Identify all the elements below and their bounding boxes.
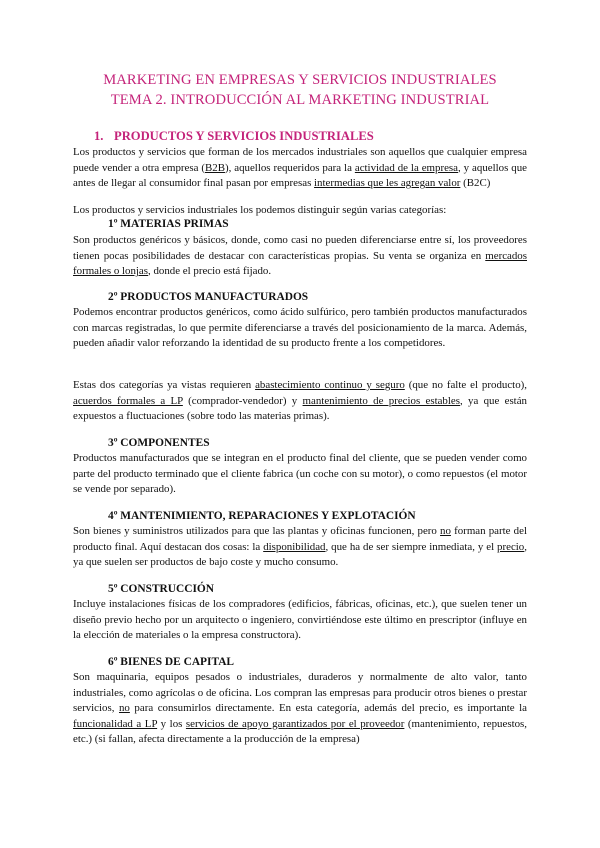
underlined-text: mantenimiento de precios estables: [302, 394, 460, 407]
text-run: para consumirlos directamente. En esta categoría, además del precio, es importante la: [129, 702, 527, 715]
text-run: Los productos y servicios que forman de los mercados industriales son aquellos que cualquier empresa puede vender a otra empresa (: [73, 146, 527, 174]
section-number: 1.: [94, 129, 104, 143]
section-intro-paragraph: [73, 145, 527, 192]
text-run: ), aquellos requeridos para la: [224, 161, 355, 174]
section-heading: [94, 129, 374, 144]
category-note-paragraph: [73, 378, 527, 425]
text-run: , donde el precio está fijado.: [148, 265, 272, 278]
category-paragraph: [73, 524, 527, 571]
text-run: , ya que están expuestos a fluctuaciones (sobre todo las materias primas).: [73, 394, 527, 423]
category-paragraph: Productos manufacturados que se integran en el producto final del cliente, que se pueden vender como parte del producto terminado que el cliente fabrica (un coche con su motor), o como repuestos (el motor se vende por separado).: [73, 452, 527, 496]
text-run: forman parte del producto final. Aquí destacan dos cosas: la: [73, 525, 527, 553]
category-heading: 4º MANTENIMIENTO, REPARACIONES Y EXPLOTACIÓN: [108, 510, 416, 522]
underlined-text: acuerdos formales a LP: [73, 394, 183, 407]
text-run: , que ha de ser siempre inmediata, y el: [325, 540, 498, 553]
text-run: (comprador-vendedor) y: [182, 394, 303, 407]
underlined-text: servicios de apoyo garantizados por el proveedor: [185, 717, 405, 730]
text-run: (B2C): [460, 177, 491, 190]
underlined-text: disponibilidad: [263, 540, 326, 553]
category-paragraph: Incluye instalaciones físicas de los compradores (edificios, fábricas, oficinas, etc.), que suelen tener un diseño previo hecho por un arquitecto o ingeniero, convirtiéndose este último en prescriptor (influye en la elección de materiales o la empresa constructora).: [73, 598, 527, 642]
section-title: PRODUCTOS Y SERVICIOS INDUSTRIALES: [114, 129, 374, 143]
underlined-text: B2B: [204, 161, 225, 174]
category-paragraph: [73, 233, 527, 280]
underlined-text: intermedias que les agregan valor: [314, 177, 461, 190]
section-intro-categories: Los productos y servicios industriales los podemos distinguir según varias categorías:: [73, 204, 447, 216]
text-run: (mantenimiento, repuestos, etc.) (si fallan, afecta directamente a la producción de la empresa): [73, 717, 528, 746]
text-run: y los: [157, 717, 186, 730]
text-run: (que no falte el producto),: [404, 379, 527, 391]
text-run: Son bienes y suministros utilizados para que las plantas y oficinas funcionen, pero: [73, 525, 441, 537]
document-title: MARKETING EN EMPRESAS Y SERVICIOS INDUSTRIALES: [103, 72, 497, 88]
category-heading: 5º CONSTRUCCIÓN: [108, 583, 214, 595]
text-run: Estas dos categorías ya vistas requieren: [73, 379, 256, 391]
document-subtitle: TEMA 2. INTRODUCCIÓN AL MARKETING INDUSTRIAL: [110, 92, 490, 108]
underlined-text: precio: [497, 540, 525, 553]
text-run: Son maquinaria, equipos pesados o industriales, duraderos y normalmente de alto valor, tanto industriales, como agrícolas o de oficina. Los compran las empresas para producir otros bienes o prestar servicios,: [73, 671, 527, 715]
category-paragraph: [73, 670, 527, 748]
category-heading: 2º PRODUCTOS MANUFACTURADOS: [108, 291, 309, 303]
text-run: , y aquellos que antes de llegar al consumidor final pasan por empresas: [73, 161, 527, 190]
category-heading: 6º BIENES DE CAPITAL: [108, 656, 235, 668]
category-heading: 3º COMPONENTES: [108, 437, 210, 449]
underlined-text: mercados formales o lonjas: [73, 249, 527, 278]
category-paragraph: Podemos encontrar productos genéricos, como ácido sulfúrico, pero también productos manufacturados con marcas registradas, lo que permite diferenciarse a través del posicionamiento de la marca. Además, pueden añadir valor reforzando la identidad de su producto frente a los competidores.: [73, 306, 527, 350]
text-run: Son productos genéricos y básicos, donde, como casi no pueden diferenciarse entre sí, los proveedores tienen pocas posibilidades de destacar con características propias. Su venta se organiza en: [73, 234, 527, 262]
category-heading: 1º MATERIAS PRIMAS: [108, 218, 229, 230]
underlined-text: actividad de la empresa: [354, 161, 458, 174]
underlined-text: funcionalidad a LP: [73, 717, 158, 730]
underlined-text: abastecimiento continuo y seguro: [255, 379, 405, 391]
underlined-text: no: [440, 525, 451, 537]
text-run: , ya que suelen ser productos de bajo coste y mucho consumo.: [73, 540, 527, 569]
underlined-text: no: [118, 702, 130, 715]
